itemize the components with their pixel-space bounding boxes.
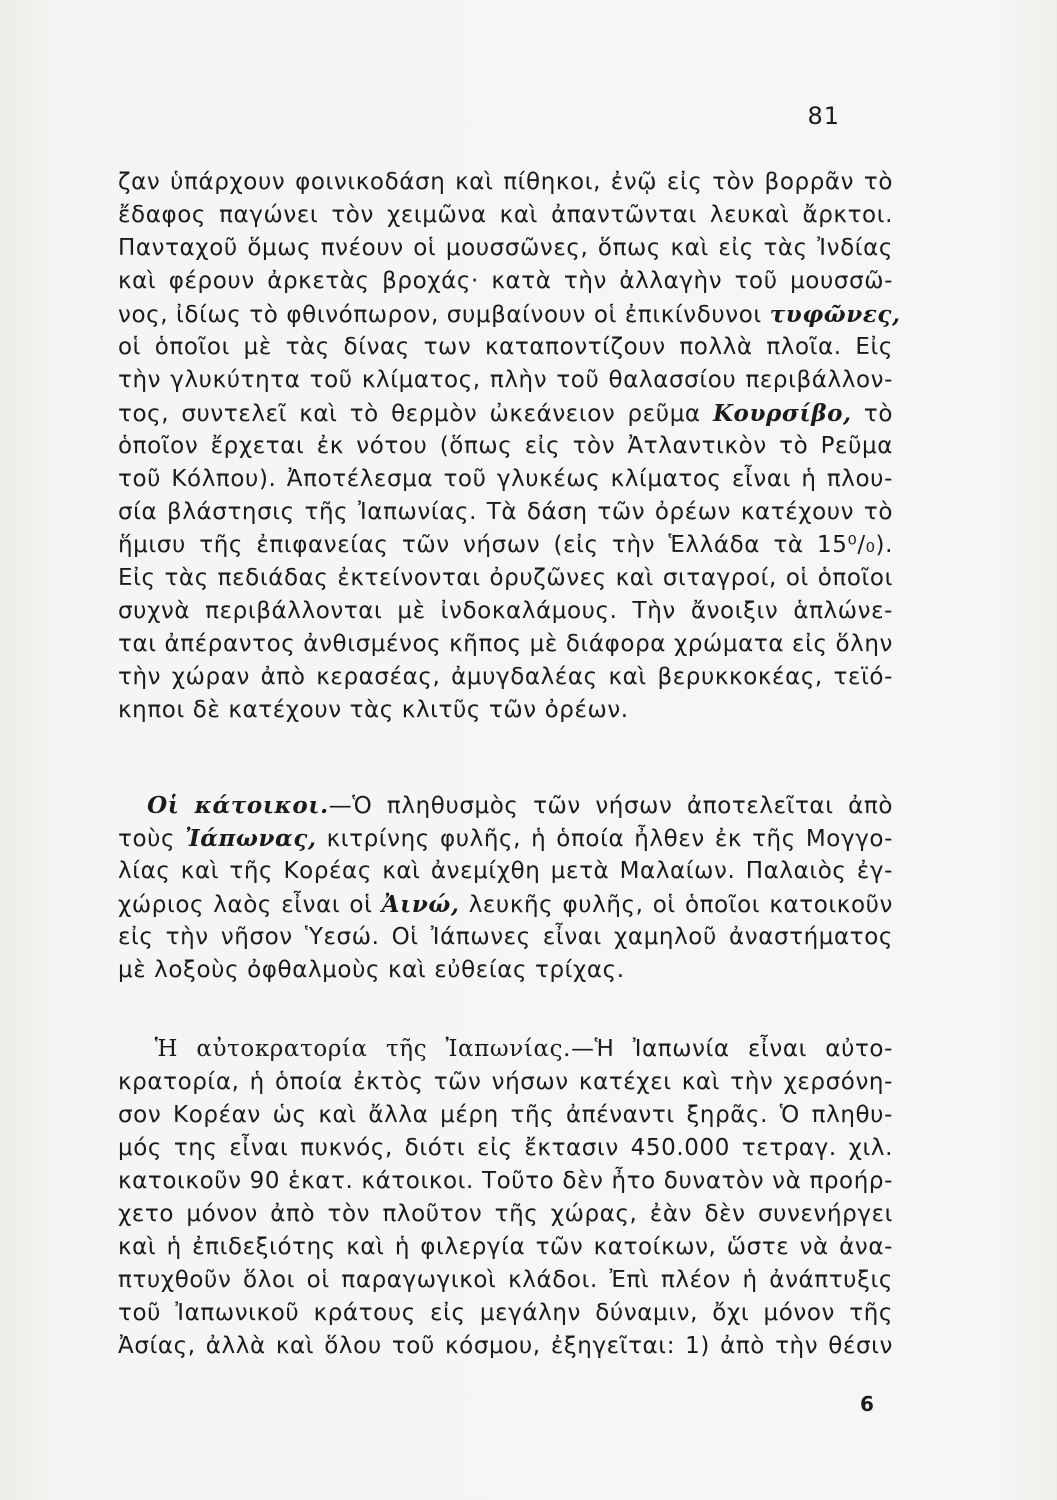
text-line: Πανταχοῦ ὅμως πνέουν οἱ μουσσῶνες, ὅπως καὶ εἰς τὰς Ἰνδίας bbox=[118, 235, 893, 261]
text-line: ζαν ὑπάρχουν φοινικοδάση καὶ πίθηκοι, ἐνῷ εἰς τὸν βορρᾶν τὸ bbox=[118, 169, 893, 195]
text-line: κρατορία, ἡ ὁποία ἐκτὸς τῶν νήσων κατέχει καὶ τὴν χερσόνη- bbox=[118, 1069, 893, 1095]
text-line: τὴν χώραν ἀπὸ κερασέας, ἀμυγδαλέας καὶ βερυκκοκέας, τεϊό- bbox=[118, 664, 893, 690]
text-line: λίας καὶ τῆς Κορέας καὶ ἀνεμίχθη μετὰ Μαλαίων. Παλαιὸς ἐγ- bbox=[118, 858, 893, 884]
text-line: καὶ ἡ ἐπιδεξιότης καὶ ἡ φιλεργία τῶν κατοίκων, ὥστε νὰ ἀνα- bbox=[118, 1234, 893, 1260]
text-line: τοῦ Κόλπου). Ἀποτέλεσμα τοῦ γλυκέως κλίματος εἶναι ἡ πλου- bbox=[118, 466, 893, 492]
text-line: πτυχθοῦν ὅλοι οἱ παραγωγικοὶ κλάδοι. Ἐπὶ πλέον ἡ ἀνάπτυξις bbox=[118, 1267, 893, 1293]
printer-signature-mark: 6 bbox=[860, 1392, 874, 1416]
text-line: οἱ ὁποῖοι μὲ τὰς δίνας των καταποντίζουν πολλὰ πλοῖα. Εἰς bbox=[118, 334, 893, 360]
paragraph-climate bbox=[118, 166, 901, 727]
text-line: τοῦ Ἰαπωνικοῦ κράτους εἰς μεγάλην δύναμιν, ὄχι μόνον τῆς bbox=[118, 1300, 893, 1326]
text-fragment: τὸ bbox=[863, 401, 893, 427]
text-line: σον Κορέαν ὡς καὶ ἄλλα μέρη τῆς ἀπέναντι ξηρᾶς. Ὁ πληθυ- bbox=[118, 1102, 893, 1128]
section-heading-empire: Ἡ αὐτοκρατορία τῆς Ἰαπωνίας. bbox=[154, 1036, 571, 1062]
text-fragment: χώριος λαὸς εἶναι οἱ bbox=[118, 892, 373, 918]
paragraph-empire bbox=[118, 1033, 893, 1363]
text-fragment: —Ὁ πληθυσμὸς τῶν νήσων ἀποτελεῖται ἀπὸ bbox=[328, 793, 893, 819]
text-fragment: —Ἡ Ἰαπωνία εἶναι αὐτο- bbox=[570, 1036, 893, 1062]
text-line: κατοικοῦν 90 ἑκατ. κάτοικοι. Τοῦτο δὲν ἦτο δυνατὸν νὰ προήρ- bbox=[118, 1168, 893, 1194]
text-line: καὶ φέρουν ἀρκετὰς βροχάς· κατὰ τὴν ἀλλαγὴν τοῦ μουσσῶ- bbox=[118, 268, 893, 294]
text-line: συχνὰ περιβάλλονται μὲ ἰνδοκαλάμους. Τὴν ἄνοιξιν ἁπλώνε- bbox=[118, 598, 893, 624]
text-line: μός της εἶναι πυκνός, διότι εἰς ἔκτασιν 450.000 τετραγ. χιλ. bbox=[118, 1135, 893, 1161]
text-line bbox=[118, 298, 901, 331]
text-fragment: τοὺς bbox=[118, 826, 176, 852]
term-ainu: Ἀινώ, bbox=[381, 891, 460, 918]
text-line bbox=[118, 822, 893, 855]
text-line bbox=[118, 789, 893, 822]
text-line: μὲ λοξοὺς ὀφθαλμοὺς καὶ εὐθείας τρίχας. bbox=[118, 957, 625, 983]
term-kuroshio: Κουρσίβο, bbox=[712, 400, 852, 427]
text-fragment: νος, ἰδίως τὸ φθινόπωρον, συμβαίνουν οἱ ἐπικίνδυνοι bbox=[118, 302, 762, 328]
section-heading-inhabitants: Οἱ κάτοικοι. bbox=[147, 792, 329, 819]
text-line: τὴν γλυκύτητα τοῦ κλίματος, πλὴν τοῦ θαλασσίου περιβάλλον- bbox=[118, 367, 893, 393]
text-line: ται ἀπέραντος ἀνθισμένος κῆπος μὲ διάφορα χρώματα εἰς ὅλην bbox=[118, 631, 893, 657]
text-line: εἰς τὴν νῆσον Ὑεσώ. Οἱ Ἰάπωνες εἶναι χαμηλοῦ ἀναστήματος bbox=[118, 924, 893, 950]
text-line bbox=[118, 888, 893, 921]
text-line: ὁποῖον ἔρχεται ἐκ νότου (ὅπως εἰς τὸν Ἀτλαντικὸν τὸ Ρεῦμα bbox=[118, 433, 893, 459]
text-line: Εἰς τὰς πεδιάδας ἐκτείνονται ὀρυζῶνες καὶ σιταγροί, οἱ ὁποῖοι bbox=[118, 565, 893, 591]
text-line: ἥμισυ τῆς ἐπιφανείας τῶν νήσων (εἰς τὴν Ἑλλάδα τὰ 15⁰/₀). bbox=[118, 532, 893, 558]
text-fragment: τος, συντελεῖ καὶ τὸ θερμὸν ὠκεάνειον ρεῦμα bbox=[118, 401, 701, 427]
page-number: 81 bbox=[807, 102, 840, 130]
text-line: σία βλάστησις τῆς Ἰαπωνίας. Τὰ δάση τῶν ὀρέων κατέχουν τὸ bbox=[118, 499, 893, 525]
paragraph-inhabitants bbox=[118, 789, 893, 987]
text-line bbox=[118, 1033, 893, 1066]
text-line: Ἀσίας, ἀλλὰ καὶ ὅλου τοῦ κόσμου, ἐξηγεῖται: 1) ἀπὸ τὴν θέσιν bbox=[118, 1333, 893, 1359]
term-typhoons: τυφῶνες, bbox=[769, 301, 901, 328]
text-line: ἔδαφος παγώνει τὸν χειμῶνα καὶ ἀπαντῶνται λευκαὶ ἄρκτοι. bbox=[118, 202, 893, 228]
text-fragment: κιτρίνης φυλῆς, ἡ ὁποία ἦλθεν ἐκ τῆς Μογγο- bbox=[326, 826, 893, 852]
term-japanese: Ἰάπωνας, bbox=[185, 825, 317, 852]
text-line: κηποι δὲ κατέχουν τὰς κλιτῦς τῶν ὀρέων. bbox=[118, 697, 629, 723]
text-fragment: λευκῆς φυλῆς, οἱ ὁποῖοι κατοικοῦν bbox=[468, 892, 893, 918]
text-line bbox=[118, 397, 893, 430]
text-line: χετο μόνον ἀπὸ τὸν πλοῦτον τῆς χώρας, ἐὰν δὲν συνενήργει bbox=[118, 1201, 893, 1227]
